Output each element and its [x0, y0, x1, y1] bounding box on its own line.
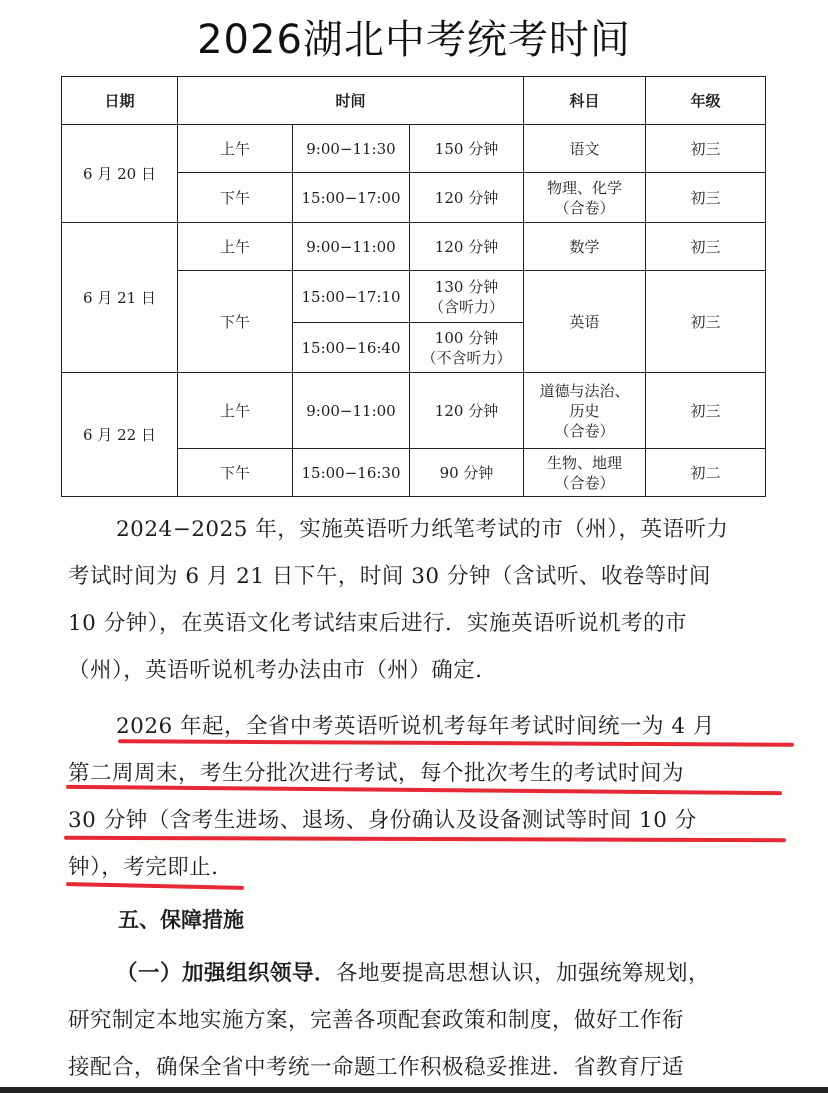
paragraph-2026-policy [68, 703, 788, 891]
grade-cell: 初三 [646, 271, 766, 373]
table-row [62, 125, 766, 173]
date-cell: 6 月 22 日 [62, 373, 178, 497]
header-subject: 科目 [524, 77, 646, 125]
subject-line: （合卷） [554, 198, 615, 217]
date-cell: 6 月 21 日 [62, 223, 178, 373]
time-range-cell: 9:00−11:00 [293, 373, 410, 449]
duration-note: （不含听力） [421, 348, 512, 367]
paragraph-line: 研究制定本地实施方案，完善各项配套政策和制度，做好工作衔 [68, 1008, 685, 1033]
duration-note: （含听力） [428, 297, 504, 316]
header-date: 日期 [62, 77, 178, 125]
duration-cell [410, 323, 524, 373]
bottom-edge-bar [0, 1087, 828, 1093]
table-header-row [62, 77, 766, 125]
time-range-cell: 15:00−17:10 [293, 271, 410, 323]
subject-cell [524, 373, 646, 449]
paragraph-line: 30 分钟（含考生进场、退场、身份确认及设备测试等时间 10 分 [68, 808, 697, 833]
paragraph-english-listening [68, 506, 788, 694]
subject-cell: 语文 [524, 125, 646, 173]
text-line: 2026 年起，全省中考英语听说机考每年考试时间统一为 4 月 [116, 714, 715, 739]
header-grade: 年级 [646, 77, 766, 125]
duration-cell: 120 分钟 [410, 173, 524, 223]
exam-schedule-table [61, 76, 766, 497]
text-line: 各地要提高思想认识，加强统筹规划， [336, 961, 711, 986]
period-cell: 下午 [178, 271, 293, 373]
duration-line: 100 分钟 [434, 328, 499, 347]
subject-cell [524, 173, 646, 223]
header-time: 时间 [178, 77, 524, 125]
text-line: 2024−2025 年，实施英语听力纸笔考试的市（州），英语听力 [116, 517, 729, 542]
time-range-cell: 9:00−11:00 [293, 223, 410, 271]
table-row [62, 223, 766, 271]
grade-cell: 初二 [646, 449, 766, 497]
time-range-cell: 15:00−17:00 [293, 173, 410, 223]
paragraph-lead: （一）加强组织领导． [116, 961, 337, 986]
duration-cell: 90 分钟 [410, 449, 524, 497]
time-range-cell: 15:00−16:30 [293, 449, 410, 497]
paragraph-line: 接配合，确保全省中考统一命题工作积极稳妥推进．省教育厅适 [68, 1055, 685, 1080]
grade-cell: 初三 [646, 373, 766, 449]
subject-line: （合卷） [554, 421, 615, 440]
subject-line: 道德与法治、 [539, 381, 630, 400]
paragraph-line [68, 506, 788, 553]
paragraph-line [68, 950, 788, 997]
period-cell: 上午 [178, 373, 293, 449]
duration-cell: 120 分钟 [410, 373, 524, 449]
duration-cell [410, 271, 524, 323]
paragraph-line: 考试时间为 6 月 21 日下午，时间 30 分钟（含试听、收卷等时间 [68, 564, 711, 589]
paragraph-line: 钟），考完即止． [68, 855, 234, 880]
paragraph-line: 第二周周末，考生分批次进行考试，每个批次考生的考试时间为 [68, 761, 685, 786]
table-row [62, 373, 766, 449]
period-cell: 下午 [178, 173, 293, 223]
period-cell: 上午 [178, 125, 293, 173]
period-cell: 下午 [178, 449, 293, 497]
subject-line: 物理、化学 [546, 178, 622, 197]
date-cell: 6 月 20 日 [62, 125, 178, 223]
duration-cell: 150 分钟 [410, 125, 524, 173]
time-range-cell: 15:00−16:40 [293, 323, 410, 373]
subject-cell: 英语 [524, 271, 646, 373]
section-heading: 五、保障措施 [118, 908, 244, 932]
period-cell: 上午 [178, 223, 293, 271]
paragraph-line: （州），英语听说机考办法由市（州）确定． [68, 658, 498, 683]
duration-line: 130 分钟 [434, 277, 499, 296]
subject-line: 生物、地理 [546, 453, 622, 472]
time-range-cell: 9:00−11:30 [293, 125, 410, 173]
grade-cell: 初三 [646, 173, 766, 223]
paragraph-organization [68, 950, 788, 1091]
page-title: 2026湖北中考统考时间 [197, 17, 631, 63]
subject-cell [524, 449, 646, 497]
subject-cell: 数学 [524, 223, 646, 271]
subject-line: 历史 [569, 401, 600, 420]
grade-cell: 初三 [646, 125, 766, 173]
subject-line: （合卷） [554, 473, 615, 492]
duration-cell: 120 分钟 [410, 223, 524, 271]
grade-cell: 初三 [646, 223, 766, 271]
paragraph-line: 10 分钟），在英语文化考试结束后进行．实施英语听说机考的市 [68, 611, 687, 636]
